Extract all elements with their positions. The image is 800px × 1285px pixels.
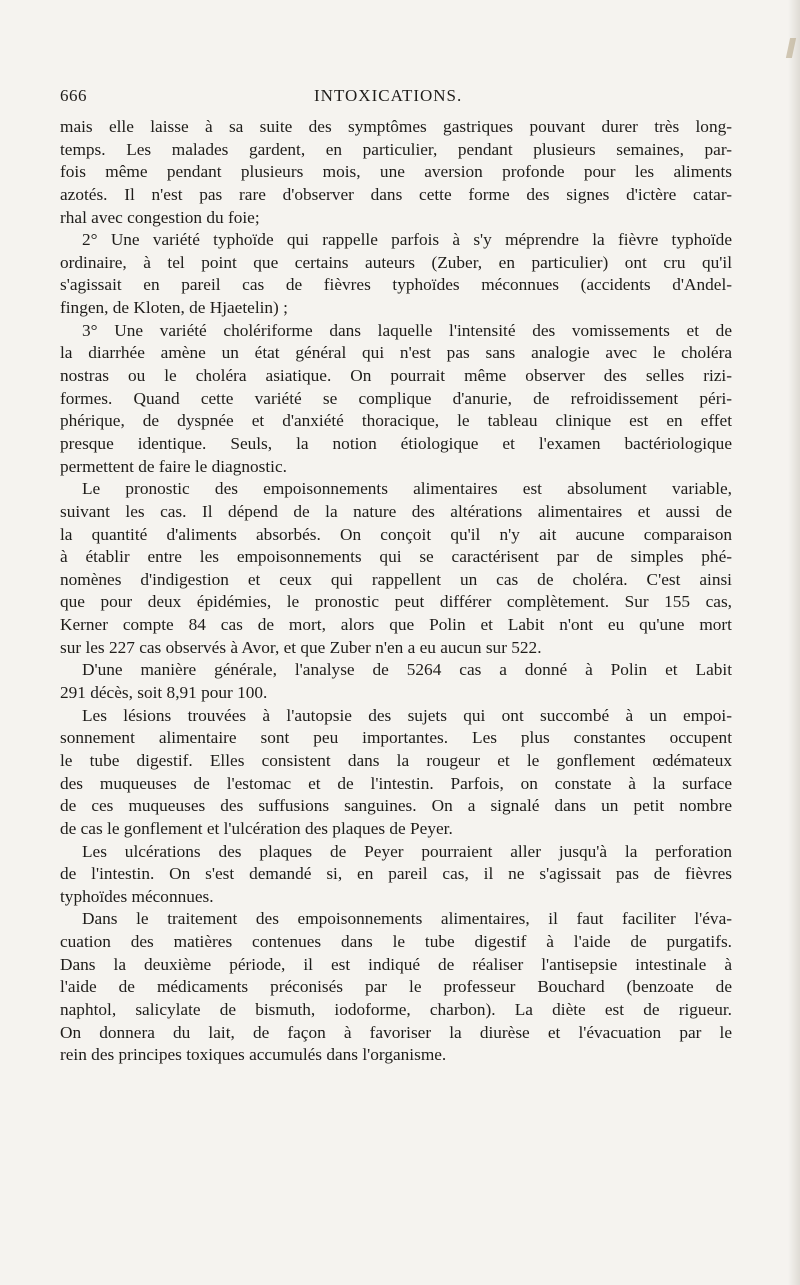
- text-line: la diarrhée amène un état général qui n'est pas sans analogie avec le choléra: [60, 343, 732, 363]
- text-line: sonnement alimentaire sont peu importantes. Les plus constantes occupent: [60, 728, 732, 748]
- text-line: 2° Une variété typhoïde qui rappelle parfois à s'y méprendre la fièvre typhoïde: [82, 230, 732, 250]
- text-line: la quantité d'aliments absorbés. On conçoit qu'il n'y ait aucune comparaison: [60, 524, 732, 544]
- text-line: Kerner compte 84 cas de mort, alors que Polin et Labit n'ont eu qu'une mort: [60, 615, 732, 635]
- text-line: Dans le traitement des empoisonnements alimentaires, il faut faciliter l'éva-: [82, 909, 732, 929]
- text-line: fingen, de Kloten, de Hjaetelin) ;: [60, 298, 288, 318]
- text-line: fois même pendant plusieurs mois, une aversion profonde pour les aliments: [60, 162, 732, 182]
- text-line: Les ulcérations des plaques de Peyer pourraient aller jusqu'à la perforation: [82, 841, 732, 861]
- text-line: permettent de faire le diagnostic.: [60, 456, 287, 476]
- text-line: 291 décès, soit 8,91 pour 100.: [60, 683, 268, 703]
- text-line: typhoïdes méconnues.: [60, 886, 214, 906]
- text-line: nostras ou le choléra asiatique. On pourrait même observer des selles rizi-: [60, 366, 732, 386]
- text-line: presque identique. Seuls, la notion étiologique et l'examen bactériologique: [60, 433, 732, 453]
- running-title: INTOXICATIONS.: [314, 86, 463, 105]
- text-line: 3° Une variété cholériforme dans laquelle l'intensité des vomissements et de: [82, 320, 732, 340]
- text-line: D'une manière générale, l'analyse de 5264 cas a donné à Polin et Labit: [82, 660, 732, 680]
- page-number: 666: [60, 86, 87, 105]
- text-line: rein des principes toxiques accumulés dans l'organisme.: [60, 1045, 447, 1065]
- text-line: le tube digestif. Elles consistent dans la rougeur et le gonflement œdémateux: [60, 750, 732, 770]
- text-line: de l'intestin. On s'est demandé si, en pareil cas, il ne s'agissait pas de fièvres: [60, 864, 732, 884]
- text-line: de cas le gonflement et l'ulcération des plaques de Peyer.: [60, 818, 453, 838]
- text-line: mais elle laisse à sa suite des symptômes gastriques pouvant durer très long-: [60, 117, 732, 136]
- text-line: Dans la deuxième période, il est indiqué de réaliser l'antisepsie intestinale à: [60, 954, 732, 974]
- text-line: sur les 227 cas observés à Avor, et que Zuber n'en a eu aucun sur 522.: [60, 637, 542, 657]
- text-line: l'aide de médicaments préconisés par le professeur Bouchard (benzoate de: [60, 977, 732, 997]
- text-line: des muqueuses de l'estomac et de l'intestin. Parfois, on constate à la surface: [60, 773, 732, 793]
- text-line: Le pronostic des empoisonnements alimentaires est absolument variable,: [82, 479, 732, 499]
- text-line: s'agissait en pareil cas de fièvres typhoïdes méconnues (accidents d'Andel-: [60, 275, 732, 295]
- text-line: formes. Quand cette variété se complique d'anurie, de refroidissement péri-: [60, 388, 732, 408]
- text-line: suivant les cas. Il dépend de la nature des altérations alimentaires et aussi de: [60, 501, 732, 521]
- text-line: nomènes d'indigestion et ceux qui rappellent un cas de choléra. C'est ainsi: [60, 569, 732, 589]
- text-line: naphtol, salicylate de bismuth, iodoforme, charbon). La diète est de rigueur.: [60, 999, 732, 1019]
- body-text: [60, 116, 732, 1067]
- page-header: [60, 86, 740, 108]
- text-line: ordinaire, à tel point que certains auteurs (Zuber, en particulier) ont cru qu'il: [60, 252, 732, 272]
- text-line: Les lésions trouvées à l'autopsie des sujets qui ont succombé à un empoi-: [82, 705, 732, 725]
- text-line: que pour deux épidémies, le pronostic peut différer complètement. Sur 155 cas,: [60, 592, 732, 612]
- text-line: de ces muqueuses des suffusions sanguines. On a signalé dans un petit nombre: [60, 796, 732, 816]
- text-line: phérique, de dyspnée et d'anxiété thoracique, le tableau clinique est en effet: [60, 411, 732, 431]
- text-line: rhal avec congestion du foie;: [60, 207, 260, 227]
- text-line: cuation des matières contenues dans le tube digestif à l'aide de purgatifs.: [60, 932, 732, 952]
- text-line: azotés. Il n'est pas rare d'observer dans cette forme des signes d'ictère catar-: [60, 184, 732, 204]
- text-line: temps. Les malades gardent, en particulier, pendant plusieurs semaines, par-: [60, 139, 732, 159]
- text-line: On donnera du lait, de façon à favoriser la diurèse et l'évacuation par le: [60, 1022, 732, 1042]
- text-line: à établir entre les empoisonnements qui se caractérisent par de simples phé-: [60, 547, 732, 567]
- page-edge-shadow: [788, 0, 800, 1285]
